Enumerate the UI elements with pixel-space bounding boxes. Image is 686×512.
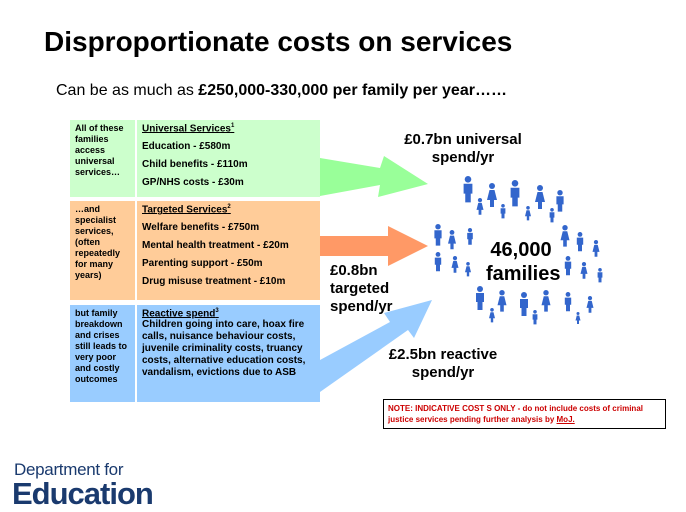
person-icon-body	[533, 314, 538, 324]
person-icon-body	[476, 293, 484, 310]
logo-department-for: Department for	[14, 460, 124, 479]
person-icon-body	[465, 266, 471, 276]
person-icon-body	[464, 184, 473, 203]
person-icon-body	[501, 208, 506, 218]
targeted-item-parenting: Parenting support - £50m	[142, 258, 263, 270]
person-icon-head	[436, 252, 441, 257]
person-icon-head	[490, 308, 494, 312]
person-icon-body	[535, 192, 545, 209]
band-reactive	[70, 305, 320, 402]
universal-item-education: Education - £580m	[142, 141, 231, 153]
person-icon-head	[450, 230, 455, 235]
person-icon-head	[466, 262, 470, 266]
person-icon-body	[593, 245, 600, 257]
families-label: families	[486, 263, 561, 285]
person-icon-head	[499, 290, 504, 295]
person-icon-body	[550, 212, 555, 222]
targeted-intro: …and specialist services, (often repeatedly for many years)	[75, 204, 121, 280]
targeted-spend-label: £0.8bn targeted spend/yr	[330, 262, 393, 315]
reactive-footnote: 3	[215, 308, 219, 314]
band-universal	[70, 120, 320, 197]
universal-item-child-benefits: Child benefits - £110m	[142, 159, 248, 171]
person-icon-head	[521, 292, 527, 298]
person-icon-head	[557, 190, 562, 195]
person-icon-body	[525, 210, 531, 220]
person-icon-body	[565, 298, 571, 312]
targeted-item-welfare: Welfare benefits - £750m	[142, 222, 260, 234]
person-icon-head	[533, 310, 537, 314]
person-icon-body	[489, 312, 495, 322]
page-title: Disproportionate costs on services	[44, 26, 513, 57]
band-targeted	[70, 201, 320, 300]
subtitle-prefix: Can be as much as	[56, 82, 199, 99]
person-icon-head	[594, 240, 598, 244]
person-icon-body	[477, 203, 484, 215]
targeted-heading	[142, 204, 317, 215]
person-icon-head	[566, 256, 571, 261]
person-icon-body	[561, 231, 570, 246]
person-icon-body	[556, 196, 563, 211]
person-icon-head	[537, 185, 543, 191]
families-count	[486, 238, 561, 286]
reactive-details	[138, 305, 320, 402]
indicative-cost-note	[383, 399, 666, 429]
targeted-details	[138, 201, 320, 300]
person-icon-head	[562, 225, 567, 230]
person-icon-body	[520, 299, 528, 316]
reactive-spend-label: £2.5bn reactive spend/yr	[388, 346, 498, 381]
universal-spend-label: £0.7bn universal spend/yr	[404, 131, 522, 166]
targeted-item-drug-misuse: Drug misuse treatment - £10m	[142, 276, 286, 288]
targeted-item-mental-health: Mental health treatment - £20m	[142, 240, 289, 252]
person-icon-head	[577, 312, 580, 315]
subtitle-emphasis: £250,000-330,000 per family per year……	[198, 82, 507, 99]
person-icon-head	[512, 180, 519, 187]
band-divider	[135, 120, 137, 197]
person-icon-body	[467, 233, 473, 245]
person-icon-head	[588, 296, 592, 300]
person-icon-head	[468, 228, 472, 232]
targeted-heading-text: Targeted Services	[142, 204, 228, 216]
universal-heading-text: Universal Services	[142, 123, 231, 135]
logo-education: Education	[12, 476, 153, 511]
person-icon-body	[452, 261, 459, 273]
universal-item-gp-nhs: GP/NHS costs - £30m	[142, 177, 244, 189]
person-icon-body	[577, 238, 583, 252]
reactive-heading-text: Reactive spend	[142, 308, 216, 320]
person-icon-body	[498, 296, 507, 311]
person-icon-body	[581, 267, 588, 279]
person-icon-body	[542, 296, 551, 311]
person-icon-head	[526, 206, 530, 210]
universal-footnote: 1	[230, 123, 235, 129]
person-icon-body	[448, 236, 456, 250]
person-icon-head	[478, 198, 482, 202]
note-text: NOTE: INDICATIVE COST S ONLY - do not include costs of criminal justice services pending further analysis by	[388, 404, 643, 424]
person-icon-body	[576, 316, 581, 325]
person-icon-head	[501, 204, 505, 208]
note-link[interactable]: MoJ.	[556, 415, 575, 424]
arrow-targeted	[320, 226, 428, 266]
universal-heading	[142, 123, 317, 134]
universal-details	[138, 120, 320, 197]
person-icon-head	[566, 292, 571, 297]
person-icon-head	[598, 268, 602, 272]
targeted-footnote: 2	[227, 204, 231, 210]
person-icon-head	[489, 183, 495, 189]
families-number: 46,000	[490, 239, 552, 261]
person-icon-head	[582, 262, 586, 266]
person-icon-body	[565, 262, 571, 276]
person-icon-body	[435, 258, 441, 272]
reactive-intro: but family breakdown and crises still leads to very poor and costly outcomes	[75, 308, 128, 384]
band-divider	[135, 201, 137, 300]
universal-intro: All of these families access universal services…	[75, 123, 124, 177]
person-icon-head	[477, 286, 483, 292]
person-icon-head	[543, 290, 548, 295]
band-divider	[135, 305, 137, 402]
person-icon-head	[435, 224, 440, 229]
person-icon-head	[550, 208, 554, 212]
person-icon-head	[465, 176, 472, 183]
reactive-heading	[142, 308, 317, 319]
person-icon-body	[487, 190, 497, 207]
person-icon-head	[453, 256, 457, 260]
person-icon-body	[587, 301, 594, 313]
person-icon-body	[598, 272, 603, 282]
reactive-description: Children going into care, hoax fire calls, nuisance behaviour costs, juvenile criminality costs, truancy costs, alternative education costs, vandalism, evictions due to ASB	[142, 319, 306, 379]
person-icon-body	[511, 188, 520, 207]
person-icon-body	[434, 230, 441, 245]
person-icon-head	[578, 232, 583, 237]
